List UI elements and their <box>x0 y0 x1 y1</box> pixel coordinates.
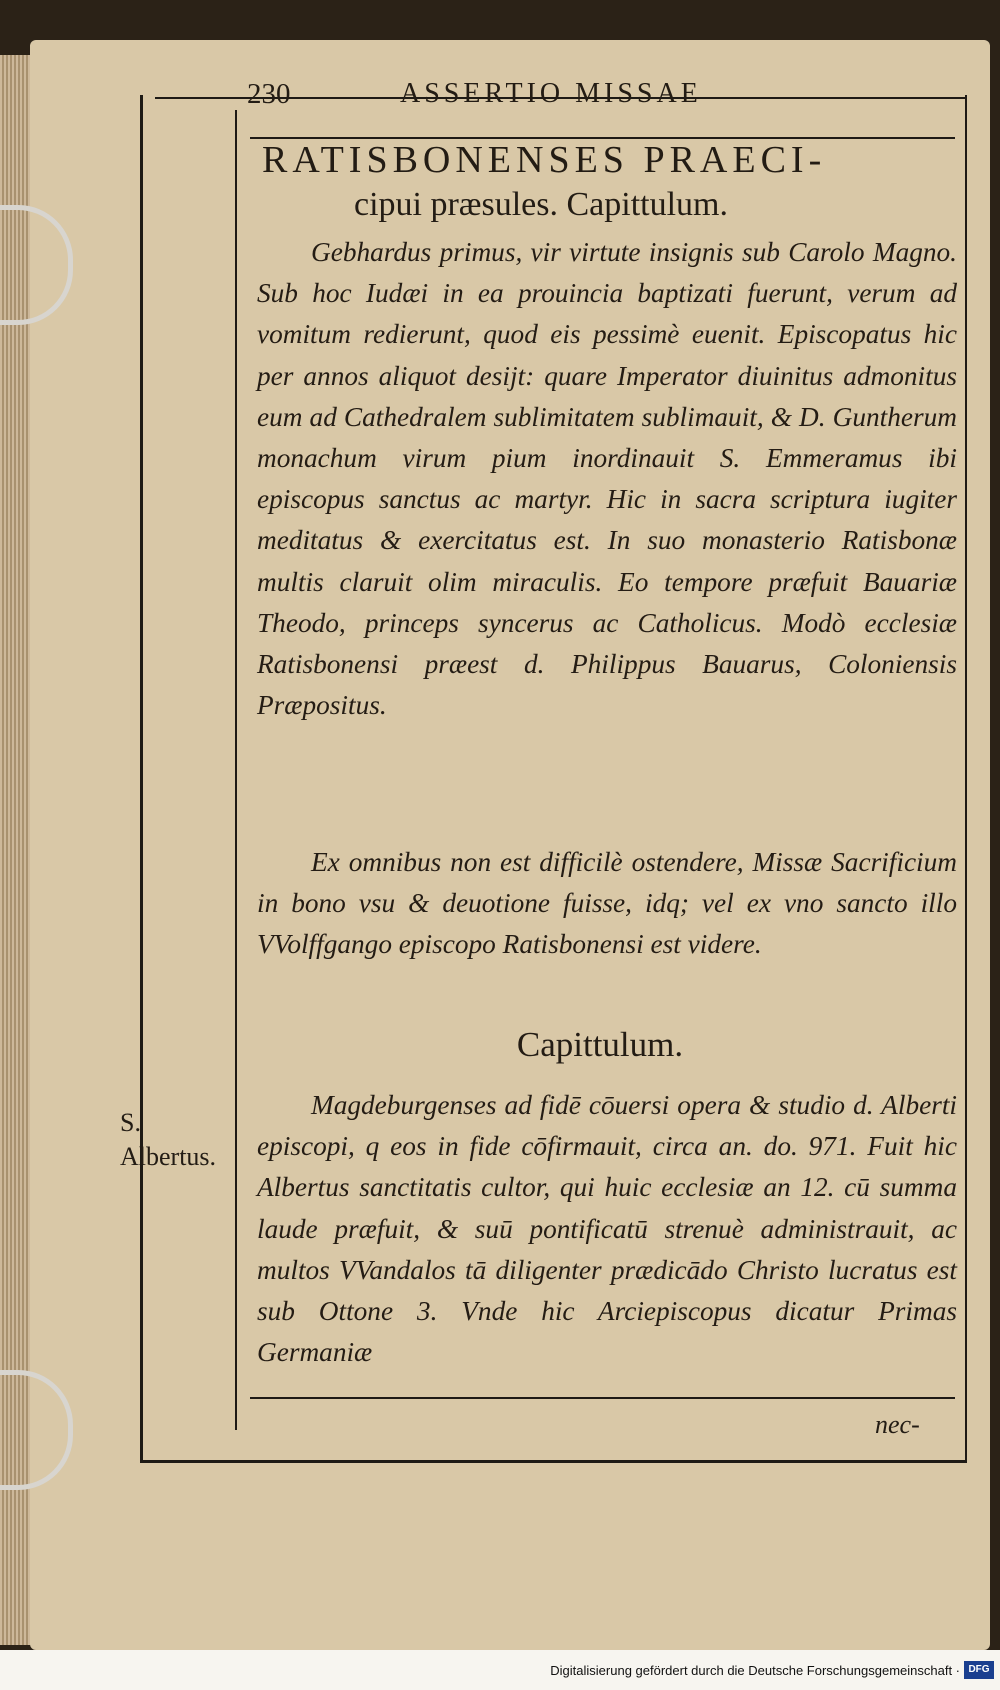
footer-rule <box>250 1397 955 1399</box>
dfg-logo-icon: DFG <box>964 1661 994 1679</box>
paragraph-text: Ex omnibus non est difficilè ostendere, Missæ Sacrificium in bono vsu & deuotione fuisse, idq; vel ex vno sancto illo VVolffgango episcopo Ratisbonensi est videre. <box>257 847 957 960</box>
chapter-title-line2: cipui præsules. Capittulum. <box>354 186 728 223</box>
paragraph-1 <box>257 232 957 726</box>
paragraph-text: Magdeburgenses ad fidē cōuersi opera & studio d. Alberti episcopi, q eos in fide cōfirmauit, circa an. do. 971. Fuit hic Albertus sanctitatis cultor, qui huic ecclesiæ an 12. cū summa laude præfuit, & suū pontificatū strenuè administrauit, ac multos VVandalos tā diligenter prædicādo Christo lucratus est sub Ottone 3. Vnde hic Arciepiscopus dicatur Primas Germaniæ <box>257 1090 957 1368</box>
paragraph-2 <box>257 842 957 966</box>
section-heading: Capittulum. <box>516 1025 684 1064</box>
footer-credit: Digitalisierung gefördert durch die Deutsche Forschungsgemeinschaft · <box>550 1663 960 1678</box>
catchword: nec- <box>875 1410 920 1439</box>
page-number: 230 <box>247 78 291 110</box>
margin-note: S. Albertus. <box>120 1108 217 1171</box>
running-title: ASSERTIO MISSAE <box>400 78 702 109</box>
margin-rule <box>235 110 237 1430</box>
paragraph-3 <box>257 1085 957 1373</box>
chapter-title <box>262 136 952 226</box>
digitization-footer <box>0 1652 1000 1690</box>
paragraph-text: Gebhardus primus, vir virtute insignis sub Carolo Magno. Sub hoc Iudæi in ea prouincia baptizati fuerunt, verum ad vomitum redierunt, quod eis pessimè euenit. Episcopatus hic per annos aliquot desijt: quare Imperator diuinitus admonitus eum ad Cathedralem sublimitatem sublimauit, & D. Guntherum monachum virum pium inordinauit S. Emmeramus ibi episcopus sanctus ac martyr. Hic in sacra scriptura iugiter meditatus & exercitatus est. In suo monasterio Ratisbonæ multis claruit olim miraculis. Eo tempore præfuit Bauariæ Theodo, princeps syncerus ac Catholicus. Modò ecclesiæ Ratisbonensi præest d. Philippus Bauarus, Coloniensis Præpositus. <box>257 237 957 721</box>
chapter-title-line1: RATISBONENSES PRAECI- <box>262 139 827 181</box>
